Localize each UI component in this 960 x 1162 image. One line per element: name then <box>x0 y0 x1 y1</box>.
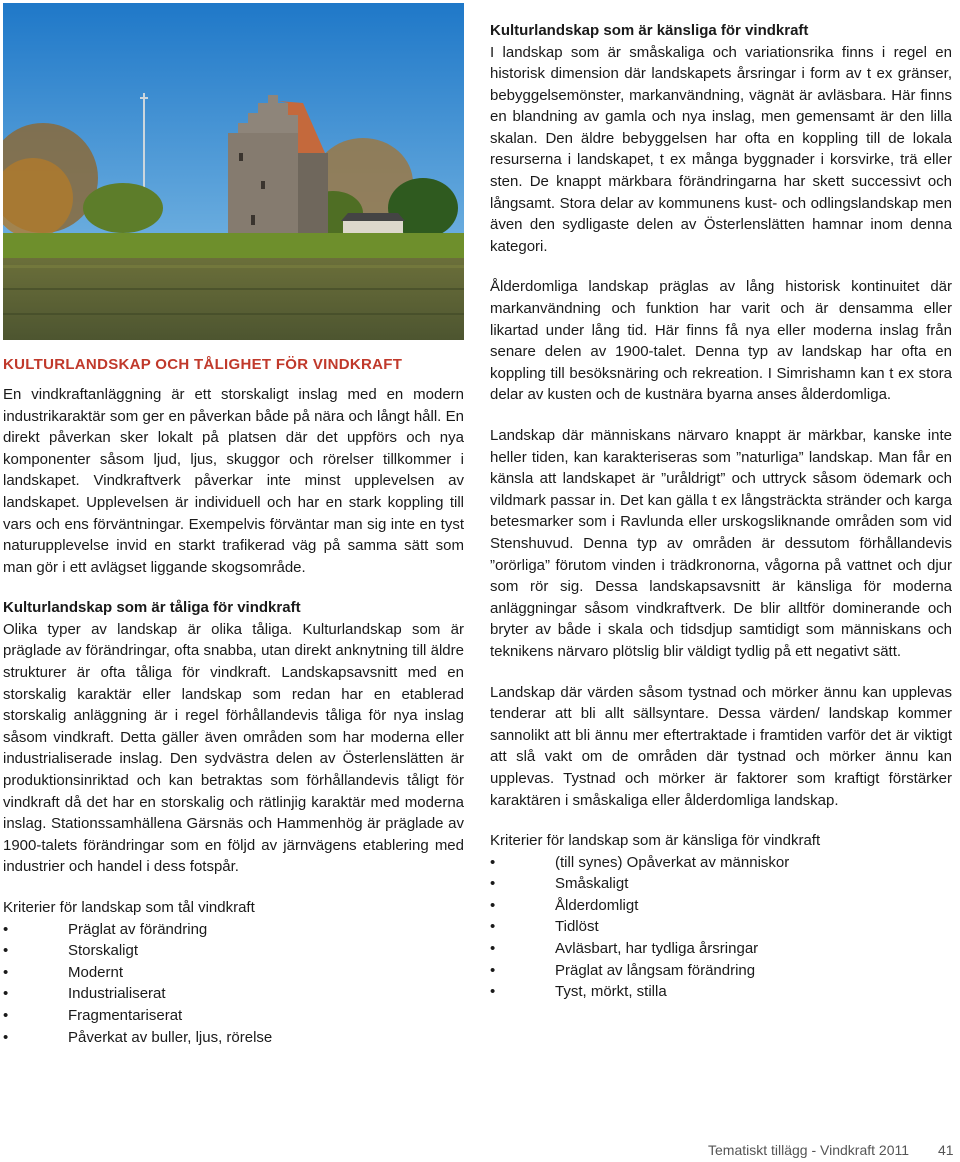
list-item: • Industrialiserat <box>3 983 464 1005</box>
list-item: • Småskaligt <box>490 873 952 895</box>
left-column <box>3 356 464 1048</box>
bullet-icon: • <box>3 920 9 938</box>
list-item: • Fragmentariserat <box>3 1005 464 1027</box>
page-number: 41 <box>938 1142 954 1158</box>
list-item: • Ålderdomligt <box>490 895 952 917</box>
bullet-icon: • <box>490 853 496 871</box>
sensitive-paragraph-1: I landskap som är småskaliga och variationsrika finns i regel en historisk dimension där landskapets årsringar i form av t ex gränser, bebyggelsemönster, markanvändning, vägnät är avläsbara. Här finns en blandning av gamla och nya inslag, men gemensamt är den lilla skalan. Den äldre bebyggelsen har ofta en koppling till de lokala resurserna i landskapet, t ex många byggnader i korsvirke, trä eller sten. De knappt märkbara förändringarna har skett successivt och långsamt. Stora delar av kommunens kust- och odlingslandskap men även den sydligaste delen av Österlenslätten hamnar inom denna kategori. <box>490 43 952 255</box>
bullet-icon: • <box>3 985 9 1003</box>
tolerant-subheading: Kulturlandskap som är tåliga för vindkraft <box>3 599 301 617</box>
tolerant-paragraph: Olika typer av landskap är olika tåliga. Kulturlandskap som är präglade av förändringar, ofta snabba, utan direkt anknytning till äldre strukturer är ofta tåliga för vindkraft. Landskapsavsnitt med en storskalig karaktär eller landskap som redan har en etablerad storskalig anläggning är i regel förhållandevis tåliga för nya inslag såsom vindkraft. Detta gäller även områden som har moderna eller industrialiserade inslag. Den sydvästra delen av Österlenslätten är produktionsinriktad och kan betraktas som förhållandevis tåligt för vindkraft då det har en storskalig och rätlinjig karaktär med moderna inslag. Stationssamhällena Gärsnäs och Hammenhög är präglade av 1900-talets förändringar som en följd av järnvägens etablering med industrier och handel i dess fotspår. <box>3 620 464 876</box>
list-item: • Präglat av förändring <box>3 919 464 941</box>
bullet-icon: • <box>3 1006 9 1024</box>
section-heading: KULTURLANDSKAP OCH TÅLIGHET FÖR VINDKRAFT <box>3 356 403 373</box>
bullet-icon: • <box>3 1028 9 1046</box>
photo-illustration <box>3 3 464 340</box>
intro-paragraph: En vindkraftanläggning är ett storskaligt inslag med en modern industrikaraktär som ger en påverkan både på nära och långt håll. En direkt påverkan sker lokalt på platsen där det uppförs och nya komponenter såsom ljud, ljus, skuggor och rörelser tillkommer i landskapet. Vindkraftverk påverkar inte minst upplevelsen av landskapet. Upplevelsen är individuell och har en stark koppling till vars och ens förväntningar. Exempelvis förväntar man sig inte en tyst naturupplevelse invid en starkt trafikerad väg på samma sätt som man gör i ett avlägset liggande skogsområde. <box>3 386 464 576</box>
list-item: • (till synes) Opåverkat av människor <box>490 852 952 874</box>
footer-title: Tematiskt tillägg - Vindkraft 2011 <box>708 1142 910 1158</box>
list-item: • Tyst, mörkt, stilla <box>490 981 952 1003</box>
list-item: • Präglat av långsam förändring <box>490 960 952 982</box>
right-column <box>490 20 952 1003</box>
ploughed-field <box>3 258 464 340</box>
bullet-icon: • <box>490 875 496 893</box>
sensitive-paragraph-2: Ålderdomliga landskap präglas av lång historisk kontinuitet där markanvändning och funktion har varit och är densamma eller likartad under lång tid. Här finns få nya eller moderna inslag från senare delen av 1900-talet. Denna typ av landskap har ofta en koppling till besöksnäring och rekreation. I Simrishamn kan t ex stora delar av kusten och de kustnära byarna anses ålderdomliga. <box>490 278 952 404</box>
sensitive-subheading: Kulturlandskap som är känsliga för vindkraft <box>490 22 809 39</box>
list-item: • Avläsbart, har tydliga årsringar <box>490 938 952 960</box>
castle-landscape-photo <box>3 3 464 340</box>
list-item: • Storskaligt <box>3 940 464 962</box>
list-item: • Tidlöst <box>490 916 952 938</box>
bullet-icon: • <box>490 896 496 914</box>
bullet-icon: • <box>490 961 496 979</box>
bullet-icon: • <box>490 983 496 1001</box>
list-item: • Modernt <box>3 962 464 984</box>
sensitive-paragraph-4: Landskap där värden såsom tystnad och mörker ännu kan upplevas tenderar att bli allt sällsyntare. Dessa värden/ landskap kommer sannolikt att bli ännu mer eftertraktade i framtiden varför det är viktigt att slå vakt om de områden där tystnad och mörker ännu kan upplevas. Tystnad och mörker är faktorer som kraftigt förstärker karaktären i småskaliga eller ålderdomliga landskap. <box>490 683 952 809</box>
list-item: • Påverkat av buller, ljus, rörelse <box>3 1027 464 1049</box>
sensitive-criteria-list <box>490 852 952 1003</box>
sensitive-paragraph-3: Landskap där människans närvaro knappt är märkbar, kanske inte heller tiden, kan karakteriseras som ”naturliga” landskap. Man får en känsla att landskapet är ”uråldrigt” och uttryck såsom ödemark och vildmark passar in. Det kan gälla t ex långsträckta stränder och karga betesmarker som i Ravlunda eller urskogsliknande områden som vid Stenshuvud. Denna typ av områden är dessutom förhållandevis ”orörliga” förutom vinden i trädkronorna, vågorna på vattnet och djur som rör sig. Dessa landskapsavsnitt är känsliga för moderna anläggningar såsom vindkraftverk. De blir alltför dominerande och bryter av både i skala och tidsdjup samtidigt som människans och teknikens närvaro plötslig blir väldigt tydlig på ett negativt sätt. <box>490 427 952 660</box>
bullet-icon: • <box>3 963 9 981</box>
bullet-icon: • <box>490 940 496 958</box>
tolerant-criteria-title: Kriterier för landskap som tål vindkraft <box>3 898 255 916</box>
tolerant-criteria-list <box>3 919 464 1049</box>
bullet-icon: • <box>490 918 496 936</box>
sensitive-criteria-title: Kriterier för landskap som är känsliga för vindkraft <box>490 832 821 850</box>
bullet-icon: • <box>3 942 9 960</box>
